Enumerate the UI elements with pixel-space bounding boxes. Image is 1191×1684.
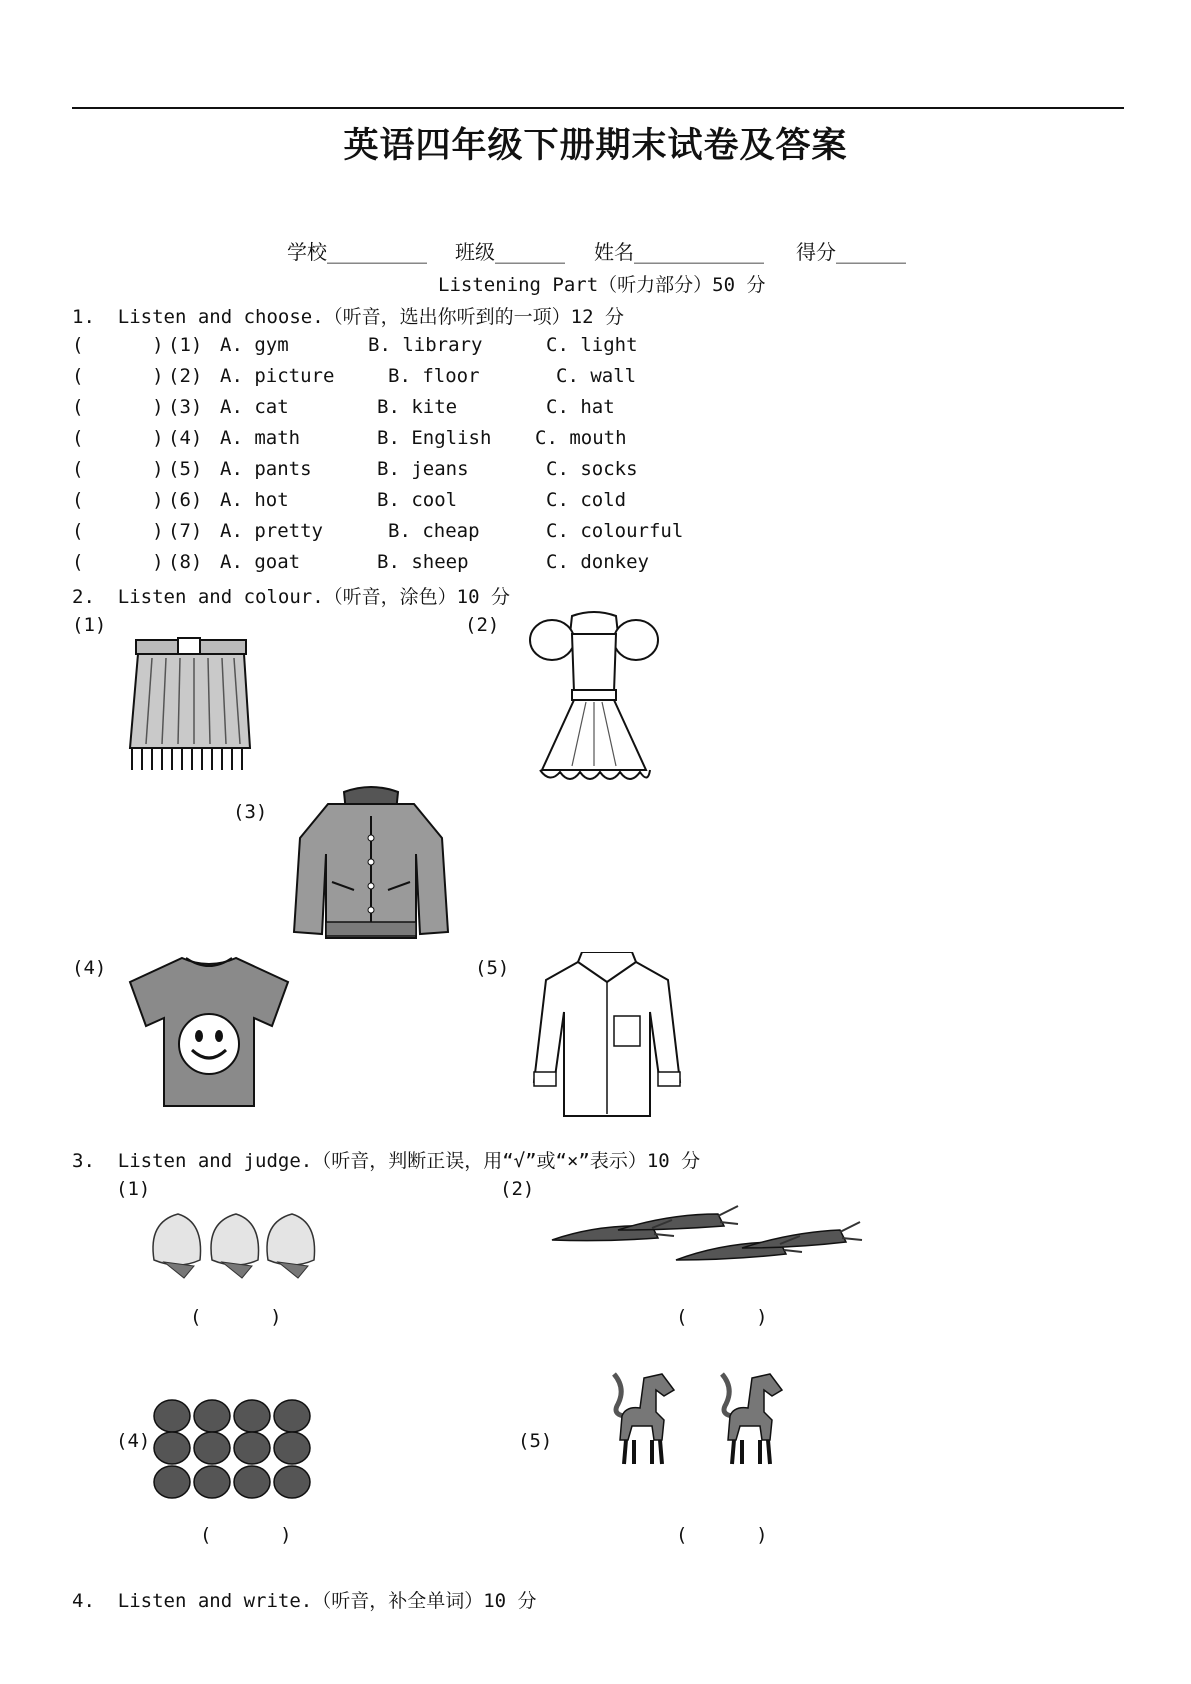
question-number: (8) bbox=[168, 551, 203, 573]
tomatoes-image bbox=[152, 1396, 312, 1502]
question-number: (2) bbox=[168, 365, 203, 387]
jacket-image bbox=[292, 782, 450, 946]
question-number: (1) bbox=[168, 334, 203, 356]
item-label: (3) bbox=[233, 801, 268, 823]
answer-blank[interactable]: ( ) bbox=[676, 1306, 768, 1328]
option-c: C. colourful bbox=[546, 520, 684, 542]
answer-bracket[interactable]: ( ) bbox=[72, 427, 164, 449]
option-c: C. hat bbox=[546, 396, 615, 418]
answer-blank[interactable]: ( ) bbox=[676, 1524, 768, 1546]
horse-image bbox=[604, 1368, 680, 1478]
option-c: C. mouth bbox=[535, 427, 627, 449]
option-b: B. sheep bbox=[377, 551, 469, 573]
option-c: C. socks bbox=[546, 458, 638, 480]
carrots-image bbox=[548, 1190, 868, 1276]
shirt-image bbox=[528, 952, 686, 1122]
option-b: B. jeans bbox=[377, 458, 469, 480]
section3-heading: 3. Listen and judge.（听音，判断正误，用“√”或“×”表示）10 分 bbox=[72, 1150, 701, 1172]
item-label: (5) bbox=[475, 957, 510, 979]
question-number: (6) bbox=[168, 489, 203, 511]
answer-blank[interactable]: ( ) bbox=[200, 1524, 292, 1546]
choice-row bbox=[72, 520, 772, 550]
score-field[interactable]: 得分_______ bbox=[796, 240, 906, 264]
horse-image bbox=[712, 1368, 788, 1478]
name-field[interactable]: 姓名_____________ bbox=[594, 240, 764, 264]
item-label: (4) bbox=[72, 957, 107, 979]
option-b: B. cheap bbox=[388, 520, 480, 542]
section1-heading: 1. Listen and choose.（听音，选出你听到的一项）12 分 bbox=[72, 306, 624, 328]
answer-bracket[interactable]: ( ) bbox=[72, 396, 164, 418]
question-number: (5) bbox=[168, 458, 203, 480]
option-c: C. wall bbox=[556, 365, 637, 387]
choice-row bbox=[72, 551, 772, 581]
option-a: A. hot bbox=[220, 489, 289, 511]
choice-row bbox=[72, 365, 772, 395]
peaches-image bbox=[144, 1208, 332, 1288]
option-c: C. cold bbox=[546, 489, 627, 511]
item-label: (2) bbox=[500, 1178, 535, 1200]
item-label: (1) bbox=[116, 1178, 151, 1200]
option-b: B. floor bbox=[388, 365, 480, 387]
option-a: A. math bbox=[220, 427, 301, 449]
option-b: B. cool bbox=[377, 489, 458, 511]
choice-row bbox=[72, 396, 772, 426]
item-label: (1) bbox=[72, 614, 107, 636]
tshirt-image bbox=[126, 952, 292, 1112]
listening-part-heading: Listening Part（听力部分）50 分 bbox=[438, 274, 766, 296]
question-number: (4) bbox=[168, 427, 203, 449]
class-field[interactable]: 班级_______ bbox=[455, 240, 565, 264]
question-number: (7) bbox=[168, 520, 203, 542]
option-b: B. library bbox=[368, 334, 483, 356]
option-a: A. pretty bbox=[220, 520, 323, 542]
option-a: A. cat bbox=[220, 396, 289, 418]
choice-row bbox=[72, 334, 772, 364]
choice-row bbox=[72, 489, 772, 519]
option-b: B. English bbox=[377, 427, 492, 449]
option-a: A. picture bbox=[220, 365, 335, 387]
skirt-image bbox=[122, 630, 262, 778]
option-c: C. light bbox=[546, 334, 638, 356]
answer-bracket[interactable]: ( ) bbox=[72, 551, 164, 573]
dress-image bbox=[528, 606, 660, 790]
answer-bracket[interactable]: ( ) bbox=[72, 520, 164, 542]
option-c: C. donkey bbox=[546, 551, 649, 573]
item-label: (4) bbox=[116, 1430, 151, 1452]
top-rule bbox=[72, 107, 1124, 109]
item-label: (2) bbox=[465, 614, 500, 636]
answer-bracket[interactable]: ( ) bbox=[72, 489, 164, 511]
answer-bracket[interactable]: ( ) bbox=[72, 458, 164, 480]
option-a: A. goat bbox=[220, 551, 301, 573]
option-a: A. gym bbox=[220, 334, 289, 356]
item-label: (5) bbox=[518, 1430, 553, 1452]
section2-heading: 2. Listen and colour.（听音，涂色）10 分 bbox=[72, 586, 510, 608]
school-field[interactable]: 学校__________ bbox=[287, 240, 427, 264]
section4-heading: 4. Listen and write.（听音，补全单词）10 分 bbox=[72, 1590, 537, 1612]
option-b: B. kite bbox=[377, 396, 458, 418]
answer-bracket[interactable]: ( ) bbox=[72, 334, 164, 356]
answer-bracket[interactable]: ( ) bbox=[72, 365, 164, 387]
option-a: A. pants bbox=[220, 458, 312, 480]
choice-row bbox=[72, 427, 772, 457]
answer-blank[interactable]: ( ) bbox=[190, 1306, 282, 1328]
question-number: (3) bbox=[168, 396, 203, 418]
page-title: 英语四年级下册期末试卷及答案 bbox=[343, 125, 848, 166]
choice-row bbox=[72, 458, 772, 488]
